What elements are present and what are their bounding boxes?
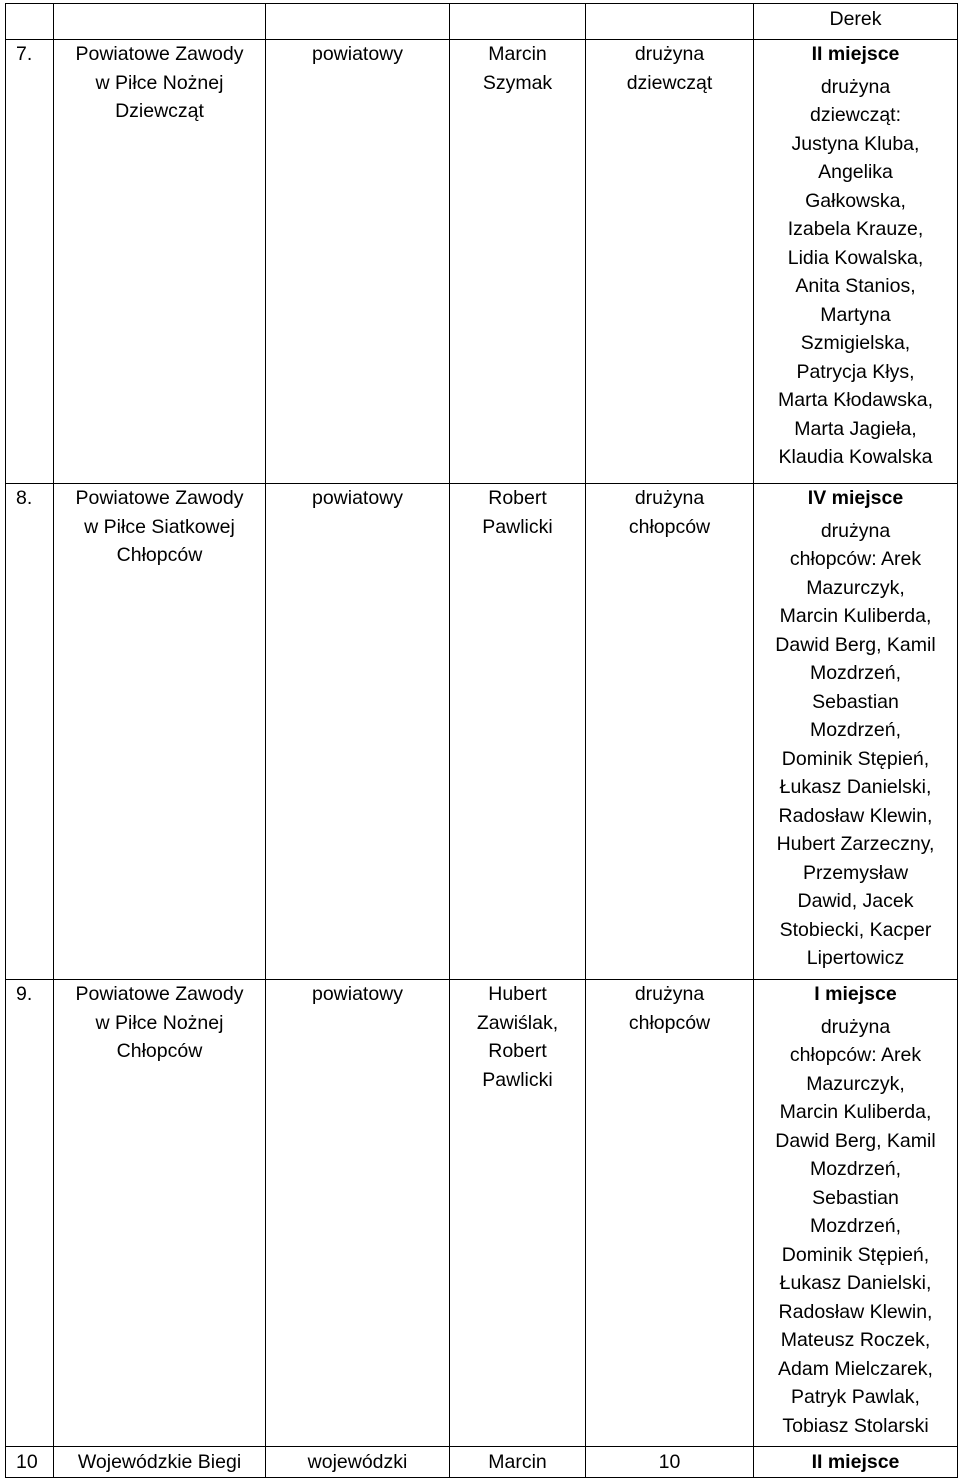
team-line: Marta Kłodawska, [778, 389, 933, 411]
team-line: Tobiasz Stolarski [782, 1414, 929, 1437]
team-line: Lidia Kowalska, [787, 246, 924, 269]
team-line: Izabela Krauze, [787, 218, 924, 240]
name-line: w Piłce Nożnej [95, 1011, 224, 1034]
cell-num [6, 4, 54, 40]
cell-num: 8. [6, 484, 54, 980]
cell-result [754, 4, 958, 40]
team-line: Mozdrzeń, [809, 1215, 902, 1237]
coach-line: Robert [488, 1040, 547, 1062]
cell-result [754, 484, 958, 980]
cell-coach [450, 484, 586, 980]
team-line: chłopców: Arek [789, 1044, 922, 1066]
category-line: dziewcząt [626, 71, 713, 94]
cell-result [754, 1447, 958, 1478]
table-row-top [6, 4, 958, 40]
team-line: Anita Stanios, [795, 275, 916, 297]
team-line: Gałkowska, [805, 189, 906, 212]
team-members [754, 513, 957, 973]
cell-category [586, 4, 754, 40]
name-line: Dziewcząt [115, 100, 204, 122]
place-label: II miejsce [811, 43, 900, 65]
cell-name [54, 484, 266, 980]
team-line: Radosław Klewin, [778, 1300, 933, 1323]
cell-level: wojewódzki [266, 1447, 450, 1478]
cell-result [754, 980, 958, 1447]
team-line: Dawid Berg, Kamil [775, 633, 936, 656]
coach-line: Zawiślak, [476, 1011, 559, 1034]
cell-num: 10 [6, 1447, 54, 1478]
cell-name [54, 980, 266, 1447]
team-line: drużyna [820, 1015, 891, 1038]
name-line: Powiatowe Zawody [75, 487, 244, 509]
team-line: Szmigielska, [800, 332, 911, 354]
cell-name [54, 4, 266, 40]
team-line: Łukasz Danielski, [779, 776, 932, 798]
table-row-10 [6, 1447, 958, 1478]
cell-level: powiatowy [266, 484, 450, 980]
cell-category [586, 484, 754, 980]
cell-coach: Marcin [450, 1447, 586, 1478]
coach-line: Hubert [488, 983, 547, 1005]
team-line: Mozdrzeń, [809, 719, 902, 741]
coach-line: Pawlicki [482, 1068, 553, 1091]
name-line: Powiatowe Zawody [75, 43, 244, 65]
cell-coach [450, 40, 586, 484]
cell-category [586, 40, 754, 484]
team-line: dziewcząt: [809, 104, 902, 126]
team-line: Dominik Stępień, [781, 747, 930, 770]
team-line: Justyna Kluba, [791, 132, 920, 155]
coach-line: Marcin [488, 43, 547, 65]
team-line: Mateusz Roczek, [780, 1329, 931, 1351]
cell-name: Wojewódzkie Biegi [54, 1447, 266, 1478]
results-table [5, 3, 958, 1478]
team-line: Sebastian [812, 690, 899, 713]
name-line: w Piłce Nożnej [95, 71, 224, 94]
place-label: I miejsce [814, 983, 897, 1005]
category-line: chłopców [628, 1011, 711, 1034]
coach-line: Pawlicki [482, 515, 553, 538]
team-line: Martyna [820, 303, 891, 326]
team-line: chłopców: Arek [789, 548, 922, 570]
team-members [754, 69, 957, 472]
team-line: Stobiecki, Kacper [779, 918, 932, 941]
team-line: Mozdrzeń, [809, 1158, 902, 1180]
cell-level: powiatowy [266, 980, 450, 1447]
result-tail: Derek [829, 8, 882, 30]
category-line: drużyna [634, 487, 705, 509]
cell-name [54, 40, 266, 484]
team-line: drużyna [820, 75, 891, 98]
team-line: Przemysław [802, 861, 909, 884]
name-line: Chłopców [116, 544, 203, 566]
team-line: Klaudia Kowalska [778, 446, 933, 468]
team-line: Adam Mielczarek, [778, 1357, 933, 1380]
team-line: Dominik Stępień, [781, 1243, 930, 1266]
category-line: drużyna [634, 983, 705, 1005]
team-line: Lipertowicz [806, 947, 905, 969]
cell-category: 10 [586, 1447, 754, 1478]
cell-num: 7. [6, 40, 54, 484]
coach-line: Szymak [482, 71, 553, 94]
cell-coach [450, 4, 586, 40]
cell-level: powiatowy [266, 40, 450, 484]
team-line: Radosław Klewin, [778, 804, 933, 827]
team-line: Mazurczyk, [806, 1072, 905, 1095]
coach-line: Robert [488, 487, 547, 509]
team-line: Patrycja Kłys, [796, 360, 915, 383]
team-line: Mozdrzeń, [809, 662, 902, 684]
team-line: Dawid, Jacek [797, 890, 914, 912]
team-line: Mazurczyk, [806, 576, 905, 599]
team-line: Marta Jagieła, [794, 417, 917, 440]
table-row-7 [6, 40, 958, 484]
cell-category [586, 980, 754, 1447]
name-line: Chłopców [116, 1040, 203, 1062]
cell-level [266, 4, 450, 40]
place-label: IV miejsce [807, 487, 904, 509]
category-line: drużyna [634, 43, 705, 65]
team-line: Angelika [818, 161, 893, 183]
table-row-9 [6, 980, 958, 1447]
team-line: Łukasz Danielski, [779, 1272, 932, 1294]
table-row-8 [6, 484, 958, 980]
team-line: Patryk Pawlak, [791, 1386, 920, 1408]
team-line: Marcin Kuliberda, [779, 1101, 932, 1123]
team-line: drużyna [820, 519, 891, 542]
name-line: Powiatowe Zawody [75, 983, 244, 1005]
team-line: Marcin Kuliberda, [779, 605, 932, 627]
cell-coach [450, 980, 586, 1447]
name-line: w Piłce Siatkowej [84, 515, 235, 538]
team-members [754, 1009, 957, 1441]
place-label: II miejsce [811, 1451, 900, 1473]
team-line: Dawid Berg, Kamil [775, 1129, 936, 1152]
team-line: Sebastian [812, 1186, 899, 1209]
team-line: Hubert Zarzeczny, [776, 833, 935, 855]
cell-num: 9. [6, 980, 54, 1447]
category-line: chłopców [628, 515, 711, 538]
cell-result [754, 40, 958, 484]
